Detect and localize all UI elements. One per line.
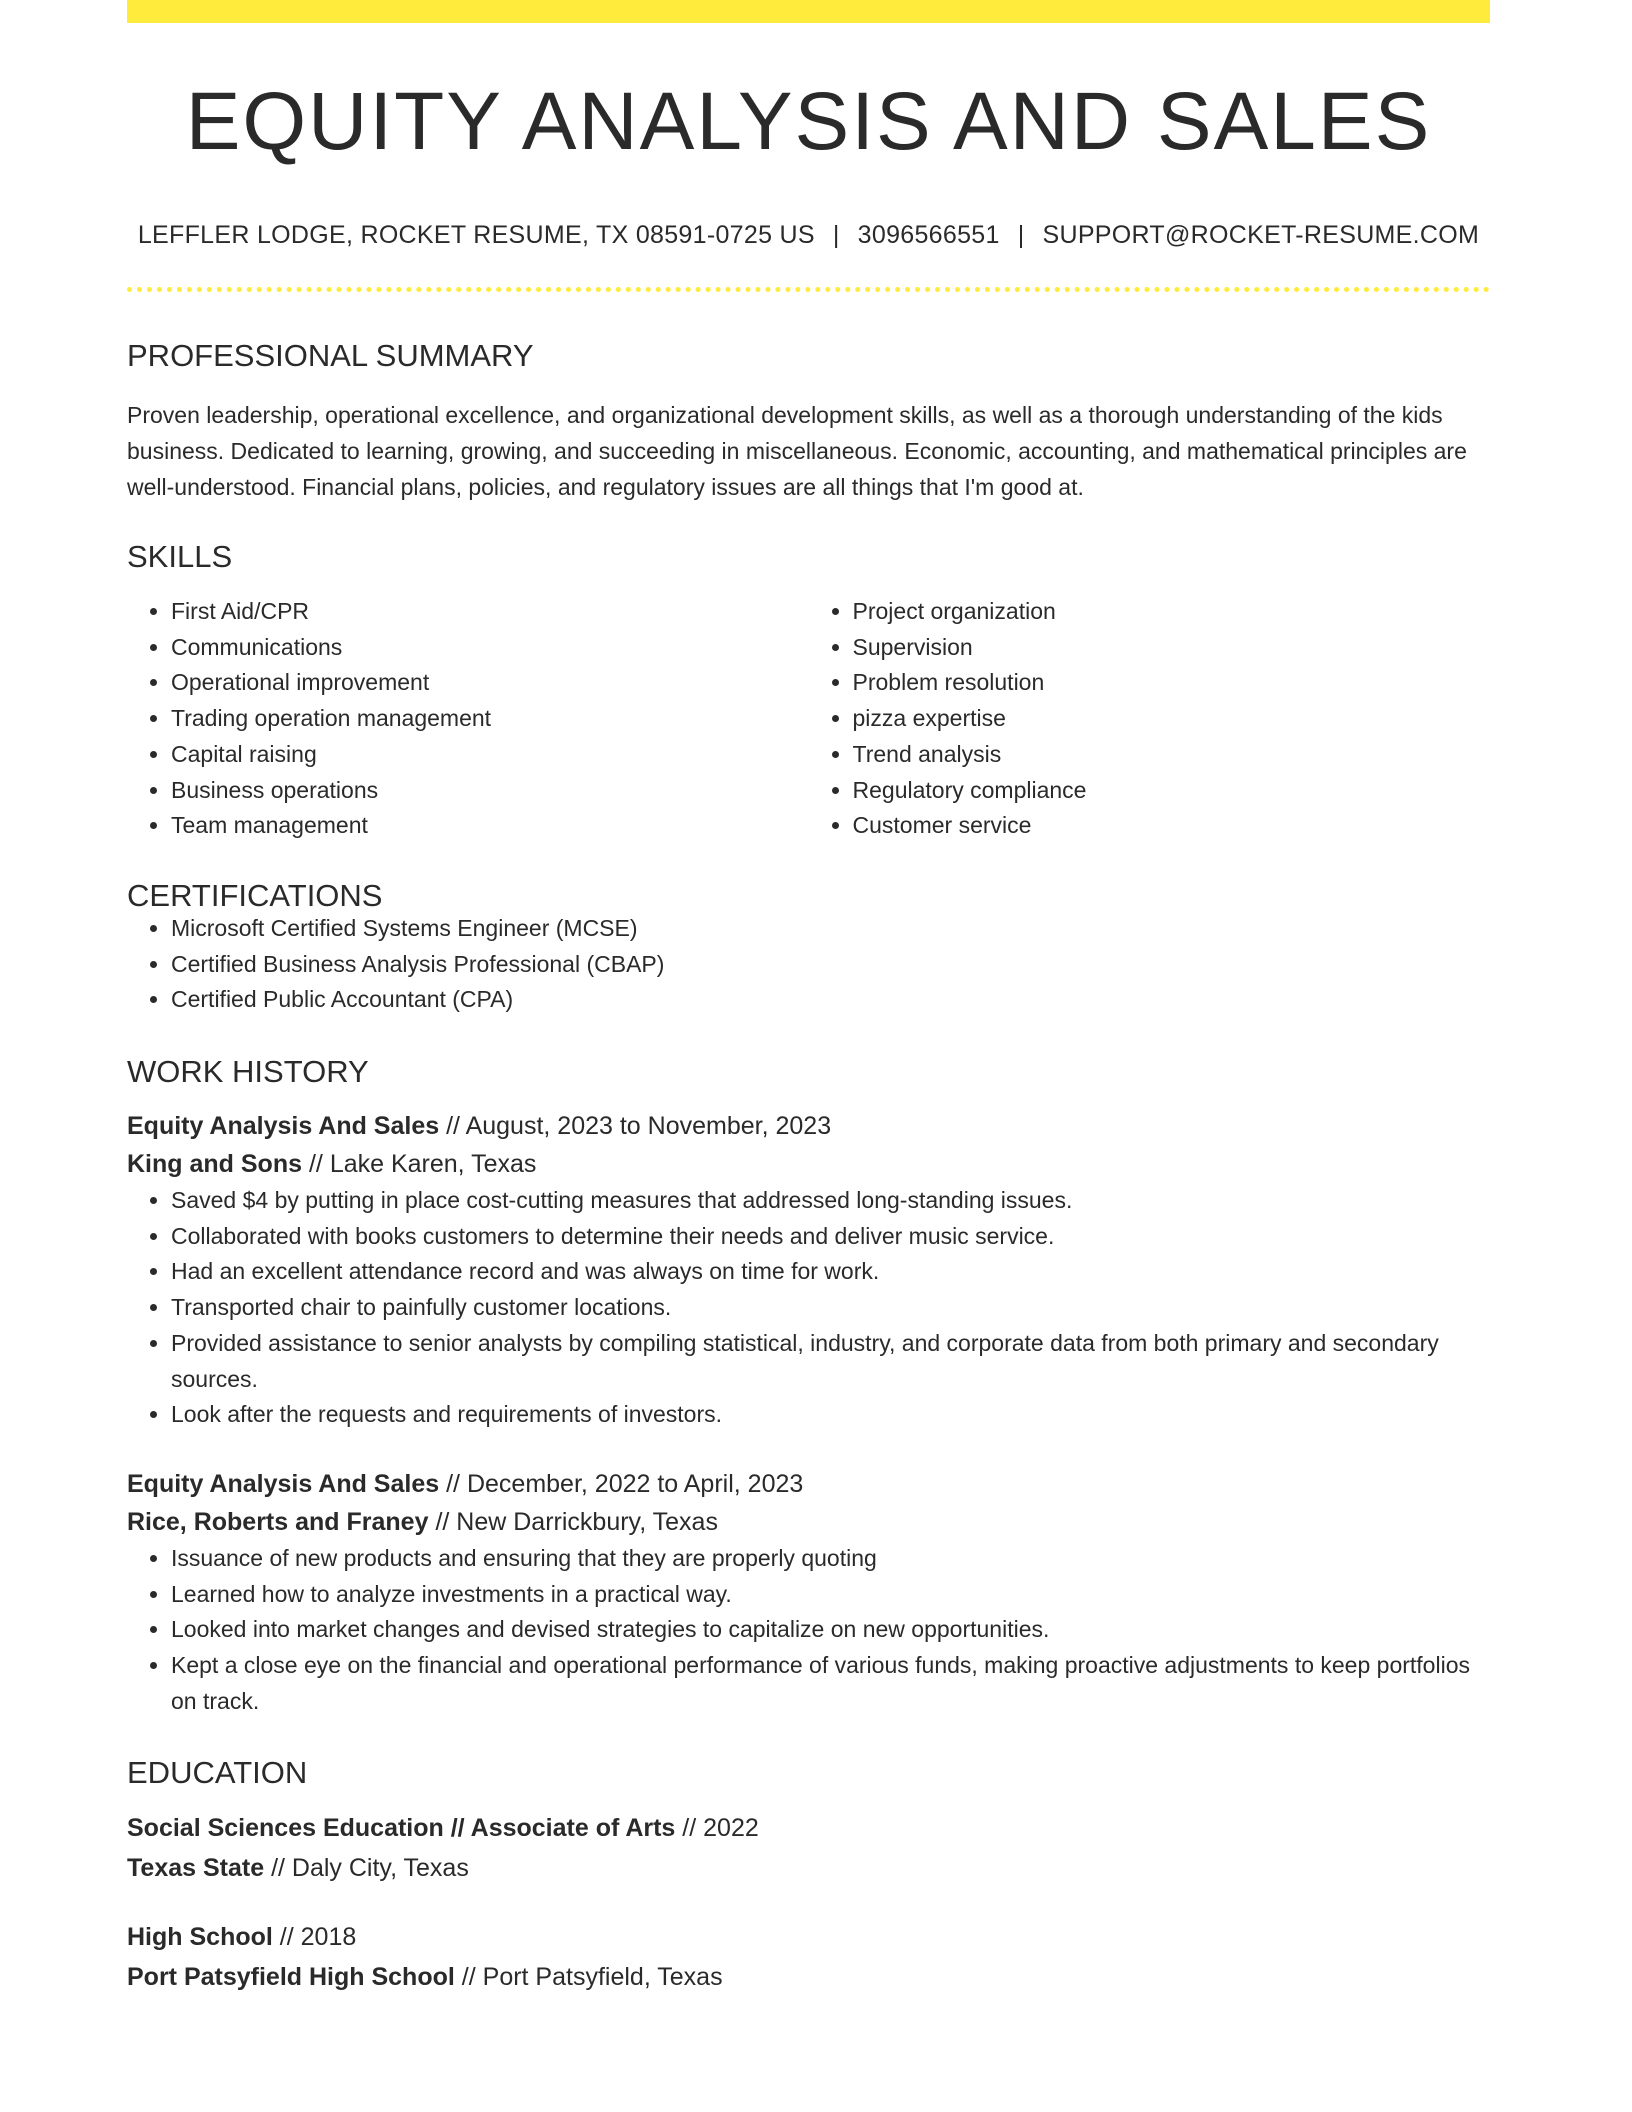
- job-company-line: [127, 1503, 1490, 1541]
- job-bullet: • Looked into market changes and devised strategies to capitalize on new opportunities.: [171, 1612, 1490, 1648]
- education-school-line: [127, 1848, 1490, 1888]
- job-bullet-list: [127, 1541, 1490, 1720]
- education-heading: EDUCATION: [127, 1755, 308, 1791]
- separator: //: [682, 1814, 697, 1843]
- separator: //: [435, 1507, 450, 1536]
- separator: //: [446, 1112, 460, 1141]
- contact-address: LEFFLER LODGE, ROCKET RESUME, TX 08591-0725 US: [137, 221, 815, 249]
- skill-item: • First Aid/CPR: [171, 594, 809, 630]
- job-bullet: • Had an excellent attendance record and was always on time for work.: [171, 1254, 1490, 1290]
- education-location: Port Patsyfield, Texas: [482, 1963, 723, 1992]
- dotted-divider: [127, 287, 1490, 292]
- skill-item: • pizza expertise: [853, 701, 1491, 737]
- top-accent-bar: [127, 0, 1490, 23]
- job-company: King and Sons: [127, 1150, 302, 1179]
- job-role: Equity Analysis And Sales: [127, 1112, 440, 1141]
- education-year: 2022: [703, 1814, 759, 1843]
- education-entry: [127, 1917, 1490, 1997]
- skill-item: • Team management: [171, 808, 809, 844]
- skill-item: • Operational improvement: [171, 665, 809, 701]
- job-title-line: [127, 1107, 1490, 1145]
- education-entry: [127, 1808, 1490, 1888]
- job-bullet: • Kept a close eye on the financial and operational performance of various funds, making proactive adjustments to keep portfolios on track.: [171, 1648, 1490, 1719]
- education-degree-line: [127, 1917, 1490, 1957]
- skills-columns: [127, 594, 1490, 844]
- job-header: [127, 1465, 1490, 1541]
- job-bullet: • Provided assistance to senior analysts by compiling statistical, industry, and corporate data from both primary and secondary sources.: [171, 1326, 1490, 1397]
- skill-item: • Project organization: [853, 594, 1491, 630]
- certifications-heading: CERTIFICATIONS: [127, 877, 383, 913]
- job-dates: August, 2023 to November, 2023: [465, 1112, 832, 1141]
- job-role: Equity Analysis And Sales: [127, 1469, 440, 1498]
- work-history-heading: WORK HISTORY: [127, 1054, 369, 1090]
- job-bullet: • Issuance of new products and ensuring that they are properly quoting: [171, 1541, 1490, 1577]
- skill-item: • Supervision: [853, 630, 1491, 666]
- skill-item: • Capital raising: [171, 737, 809, 773]
- skill-item: • Regulatory compliance: [853, 773, 1491, 809]
- job-header: [127, 1107, 1490, 1183]
- job-dates: December, 2022 to April, 2023: [466, 1469, 804, 1498]
- job-bullet-list: [127, 1183, 1490, 1433]
- skill-item: • Business operations: [171, 773, 809, 809]
- job-company: Rice, Roberts and Franey: [127, 1507, 429, 1536]
- contact-line: [127, 221, 1490, 250]
- certification-item: • Certified Business Analysis Professional (CBAP): [171, 947, 1490, 983]
- separator: //: [279, 1923, 294, 1952]
- skills-heading: SKILLS: [127, 539, 233, 574]
- contact-email: SUPPORT@ROCKET-RESUME.COM: [1042, 221, 1480, 249]
- job-location: New Darrickbury, Texas: [456, 1507, 718, 1536]
- job-bullet: • Learned how to analyze investments in a practical way.: [171, 1577, 1490, 1613]
- education-year: 2018: [300, 1923, 357, 1952]
- job-location: Lake Karen, Texas: [329, 1150, 537, 1179]
- skills-right-list: [809, 594, 1491, 844]
- job-bullet: • Collaborated with books customers to determine their needs and deliver music service.: [171, 1219, 1490, 1255]
- summary-heading: PROFESSIONAL SUMMARY: [127, 338, 534, 373]
- skills-left-list: [127, 594, 809, 844]
- skill-item: • Customer service: [853, 808, 1491, 844]
- separator: //: [461, 1963, 476, 1992]
- skill-item: • Problem resolution: [853, 665, 1491, 701]
- job-bullet: • Look after the requests and requirements of investors.: [171, 1397, 1490, 1433]
- skill-item: • Trading operation management: [171, 701, 809, 737]
- job-bullet: • Transported chair to painfully customer locations.: [171, 1290, 1490, 1326]
- skill-item: • Trend analysis: [853, 737, 1491, 773]
- certifications-list: [127, 911, 1490, 1018]
- skill-item: • Communications: [171, 630, 809, 666]
- education-school-line: [127, 1957, 1490, 1997]
- job-bullet: • Saved $4 by putting in place cost-cutting measures that addressed long-standing issues.: [171, 1183, 1490, 1219]
- education-degree-line: [127, 1808, 1490, 1848]
- education-school: Texas State: [127, 1854, 265, 1883]
- contact-separator: |: [832, 221, 840, 249]
- job-company-line: [127, 1145, 1490, 1183]
- contact-phone: 3096566551: [857, 221, 1000, 249]
- resume-name: EQUITY ANALYSIS AND SALES: [185, 76, 1432, 167]
- summary-text: Proven leadership, operational excellence, and organizational development skills, as well as a thorough understanding of the kids business. Dedicated to learning, growing, and succeeding in miscellaneous. Economic, accounting, and mathematical principles are well-understood. Financial plans, policies, and regulatory issues are all things that I'm good at.: [127, 402, 1467, 500]
- separator: //: [271, 1854, 285, 1883]
- education-degree: High School: [127, 1923, 273, 1952]
- separator: //: [308, 1150, 323, 1179]
- separator: //: [446, 1469, 460, 1498]
- education-school: Port Patsyfield High School: [127, 1963, 455, 1992]
- job-title-line: [127, 1465, 1490, 1503]
- education-degree: Social Sciences Education // Associate of Arts: [127, 1814, 676, 1843]
- contact-separator: |: [1017, 221, 1025, 249]
- certification-item: • Microsoft Certified Systems Engineer (MCSE): [171, 911, 1490, 947]
- education-location: Daly City, Texas: [291, 1854, 469, 1883]
- certification-item: • Certified Public Accountant (CPA): [171, 982, 1490, 1018]
- resume-page: [127, 0, 1490, 1997]
